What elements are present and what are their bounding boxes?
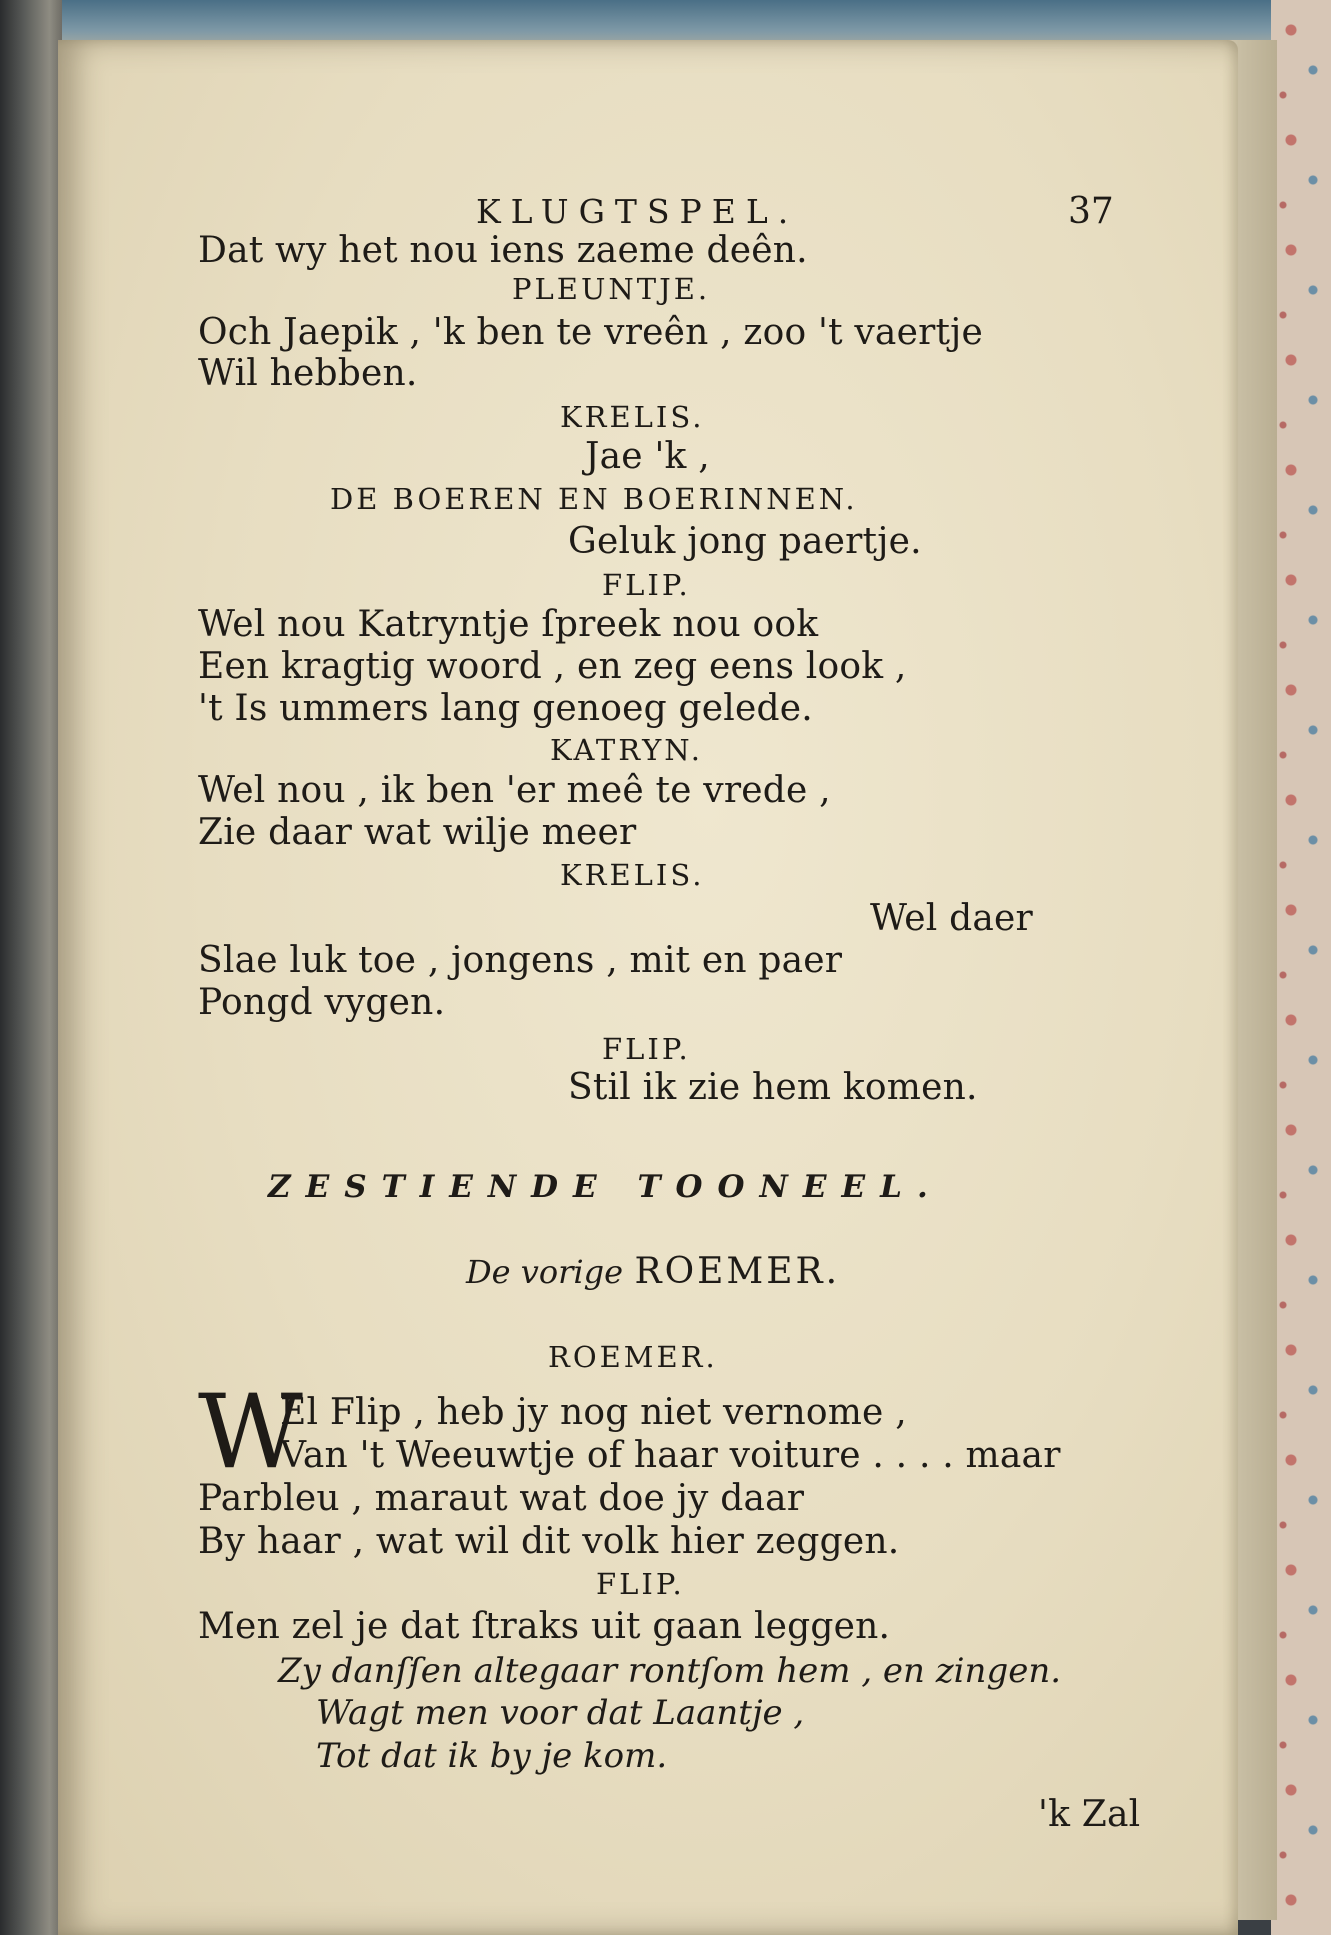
drop-cap: W <box>198 1373 303 1492</box>
verse-line: Pongd vygen. <box>198 982 446 1023</box>
verse-line: Wel nou , ik ben 'er meê te vrede , <box>198 770 831 811</box>
verse-line: Een kragtig woord , en zeg eens look , <box>198 646 907 687</box>
song-line: Tot dat ik by je kom. <box>316 1736 668 1776</box>
scene-title: ZESTIENDE TOONEEL. <box>268 1169 943 1205</box>
speaker-name: ROEMER. <box>548 1340 718 1374</box>
verse-line: 't Is ummers lang genoeg gelede. <box>198 688 813 729</box>
speaker-name: DE BOEREN EN BOERINNEN. <box>330 482 858 516</box>
catchword: 'k Zal <box>1038 1794 1141 1835</box>
speaker-name: FLIP. <box>602 568 691 602</box>
verse-line: Van 't Weeuwtje of haar voiture . . . . maar <box>280 1435 1061 1476</box>
verse-line: Wel nou Katryntje ſpreek nou ook <box>198 604 819 645</box>
verse-line: Stil ik zie hem komen. <box>568 1067 978 1108</box>
verse-line: Jae 'k , <box>585 436 710 477</box>
song-line: Wagt men voor dat Laantje , <box>316 1693 805 1733</box>
verse-line: Wil hebben. <box>198 353 418 394</box>
verse-line: El Flip , heb jy nog niet vernome , <box>280 1392 907 1433</box>
speaker-name: FLIP. <box>602 1032 691 1066</box>
verse-line: By haar , wat wil dit volk hier zeggen. <box>198 1521 900 1562</box>
verse-line: Dat wy het nou iens zaeme deên. <box>198 230 808 271</box>
fabric-background <box>1271 0 1331 1935</box>
cast-list <box>466 1250 840 1294</box>
page-number: 37 <box>1068 191 1114 232</box>
speaker-name: KRELIS. <box>560 858 705 892</box>
speaker-name: PLEUNTJE. <box>512 272 711 306</box>
speaker-name: KRELIS. <box>560 400 705 434</box>
verse-line: Parbleu , maraut wat doe jy daar <box>198 1478 805 1519</box>
speaker-name: KATRYN. <box>550 733 704 767</box>
cast-prefix: De vorige <box>466 1253 624 1291</box>
cast-name: ROEMER. <box>634 1251 841 1292</box>
verse-line: Zie daar wat wilje meer <box>198 812 637 853</box>
verse-line: Slae luk toe , jongens , mit en paer <box>198 940 843 981</box>
verse-line: Och Jaepik , 'k ben te vreên , zoo 't vaertje <box>198 312 984 353</box>
verse-line: Men zel je dat ſtraks uit gaan leggen. <box>198 1606 891 1647</box>
book-page <box>58 40 1238 1935</box>
verse-line: Wel daer <box>870 898 1033 939</box>
stage-direction: Zy danſſen altegaar rontſom hem , en zingen. <box>278 1651 1062 1691</box>
book-edge-left <box>0 0 62 1935</box>
verse-line: Geluk jong paertje. <box>568 521 922 562</box>
running-title: KLUGTSPEL. <box>476 192 799 231</box>
speaker-name: FLIP. <box>596 1567 685 1601</box>
